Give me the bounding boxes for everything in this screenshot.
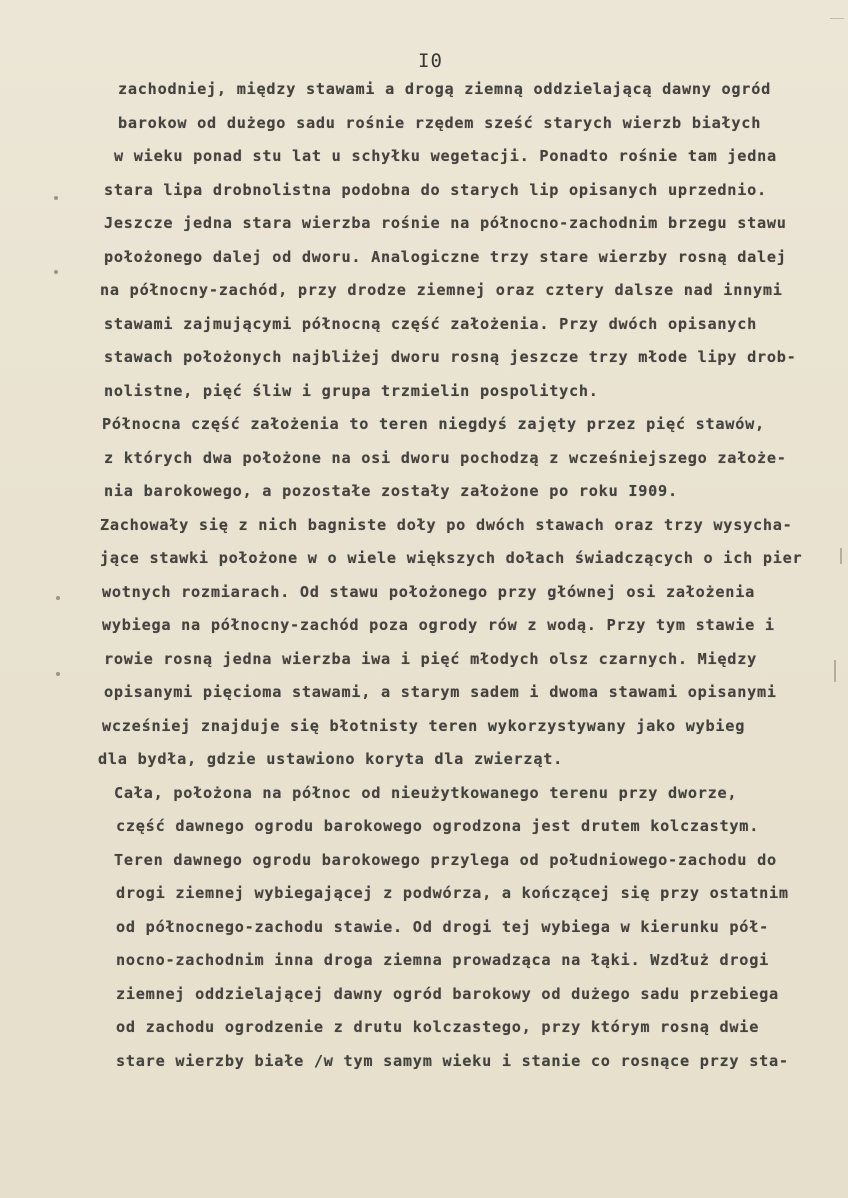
text-line: wcześniej znajduje się błotnisty teren wykorzystywany jako wybieg <box>102 716 746 735</box>
text-line: rowie rosną jedna wierzba iwa i pięć młodych olsz czarnych. Między <box>104 649 757 668</box>
page-number: I0 <box>418 50 443 72</box>
text-line: stawach położonych najbliżej dworu rosną jeszcze trzy młode lipy drob- <box>104 348 797 366</box>
text-line: nolistne, pięć śliw i grupa trzmielin pospolitych. <box>104 381 599 400</box>
text-line: wotnych rozmiarach. Od stawu położonego przy głównej osi założenia <box>102 582 755 601</box>
margin-mark <box>54 196 58 200</box>
text-line: położonego dalej od dworu. Analogiczne trzy stare wierzby rosną dalej <box>104 247 787 266</box>
text-line: zachodniej, między stawami a drogą ziemną oddzielającą dawny ogród <box>118 80 771 98</box>
text-line: Zachowały się z nich bagniste doły po dwóch stawach oraz trzy wysycha- <box>100 515 793 534</box>
text-line: Teren dawnego ogrodu barokowego przylega od południowego-zachodu do <box>114 850 777 869</box>
text-line: barokow od dużego sadu rośnie rzędem sześć starych wierzb białych <box>118 113 762 132</box>
text-line: wybiega na północny-zachód poza ogrody rów z wodą. Przy tym stawie i <box>102 616 775 634</box>
text-line: z których dwa położone na osi dworu pochodzą z wcześniejszego założe- <box>104 448 787 467</box>
margin-mark <box>56 672 60 676</box>
text-line: nia barokowego, a pozostałe zostały założone po roku I909. <box>104 482 678 500</box>
text-line: Północna część założenia to teren niegdyś zajęty przez pięć stawów, <box>102 415 765 433</box>
text-line: na północny-zachód, przy drodze ziemnej oraz cztery dalsze nad innymi <box>100 281 783 299</box>
text-line: dla bydła, gdzie ustawiono koryta dla zwierząt. <box>98 750 564 768</box>
text-line: część dawnego ogrodu barokowego ogrodzona jest drutem kolczastym. <box>116 817 760 835</box>
text-line: stara lipa drobnolistna podobna do starych lip opisanych uprzednio. <box>104 180 767 199</box>
text-line: w wieku ponad stu lat u schyłku wegetacji. Ponadto rośnie tam jedna <box>114 147 777 165</box>
text-line: drogi ziemnej wybiegającej z podwórza, a kończącej się przy ostatnim <box>116 884 789 902</box>
text-line: od zachodu ogrodzenie z drutu kolczastego, przy którym rosną dwie <box>116 1018 760 1036</box>
text-line: jące stawki położone w o wiele większych dołach świadczących o ich pier <box>100 549 803 567</box>
margin-mark <box>54 270 58 274</box>
text-line: stare wierzby białe /w tym samym wieku i stanie co rosnące przy sta- <box>116 1051 789 1070</box>
text-line: ziemnej oddzielającej dawny ogród barokowy od dużego sadu przebiega <box>116 984 779 1003</box>
text-line: stawami zajmującymi północną część założenia. Przy dwóch opisanych <box>104 314 757 333</box>
margin-mark <box>56 596 60 600</box>
body-text <box>96 73 848 1078</box>
text-line: opisanymi pięcioma stawami, a starym sadem i dwoma stawami opisanymi <box>104 683 777 701</box>
text-line: od północnego-zachodu stawie. Od drogi tej wybiega w kierunku pół- <box>116 917 769 936</box>
text-line: nocno-zachodnim inna droga ziemna prowadząca na łąki. Wzdłuż drogi <box>116 951 769 969</box>
corner-mark <box>830 18 844 19</box>
text-line: Jeszcze jedna stara wierzba rośnie na północno-zachodnim brzegu stawu <box>104 214 787 232</box>
text-line: Cała, położona na północ od nieużytkowanego terenu przy dworze, <box>114 783 738 802</box>
